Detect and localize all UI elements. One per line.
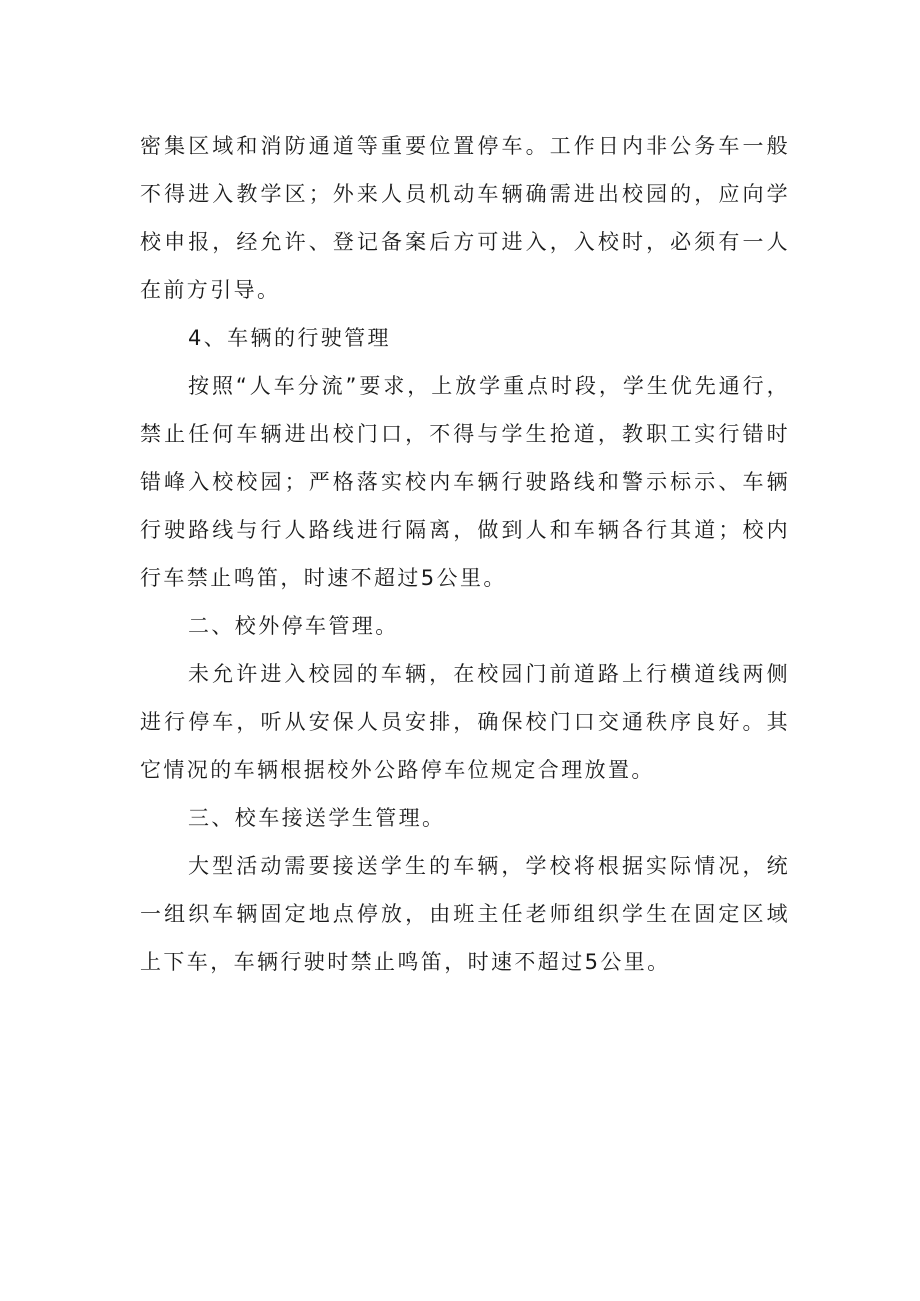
paragraph-driving-management: 按照“人车分流”要求，上放学重点时段，学生优先通行，禁止任何车辆进出校门口，不得与学生抢道，教职工实行错时错峰入校校园；严格落实校内车辆行驶路线和警示标示、车辆行驶路线与行人路线进行隔离，做到人和车辆各行其道；校内行车禁止鸣笛，时速不超过5公里。 [140,374,790,590]
section-heading-offcampus-parking: 二、校外停车管理。 [188,614,399,638]
paragraph-school-bus: 大型活动需要接送学生的车辆，学校将根据实际情况，统一组织车辆固定地点停放，由班主任老师组织学生在固定区域上下车，车辆行驶时禁止鸣笛，时速不超过5公里。 [140,854,790,974]
section-heading-vehicle-driving: 4、车辆的行驶管理 [188,326,391,350]
paragraph-continued-parking-rules: 密集区域和消防通道等重要位置停车。工作日内非公务车一般不得进入教学区；外来人员机动车辆确需进出校园的，应向学校申报，经允许、登记备案后方可进入，入校时，必须有一人在前方引导。 [140,134,790,302]
document-body [140,122,790,986]
paragraph-offcampus-parking: 未允许进入校园的车辆，在校园门前道路上行横道线两侧进行停车，听从安保人员安排，确保校门口交通秩序良好。其它情况的车辆根据校外公路停车位规定合理放置。 [140,662,790,782]
section-heading-school-bus: 三、校车接送学生管理。 [188,806,446,830]
